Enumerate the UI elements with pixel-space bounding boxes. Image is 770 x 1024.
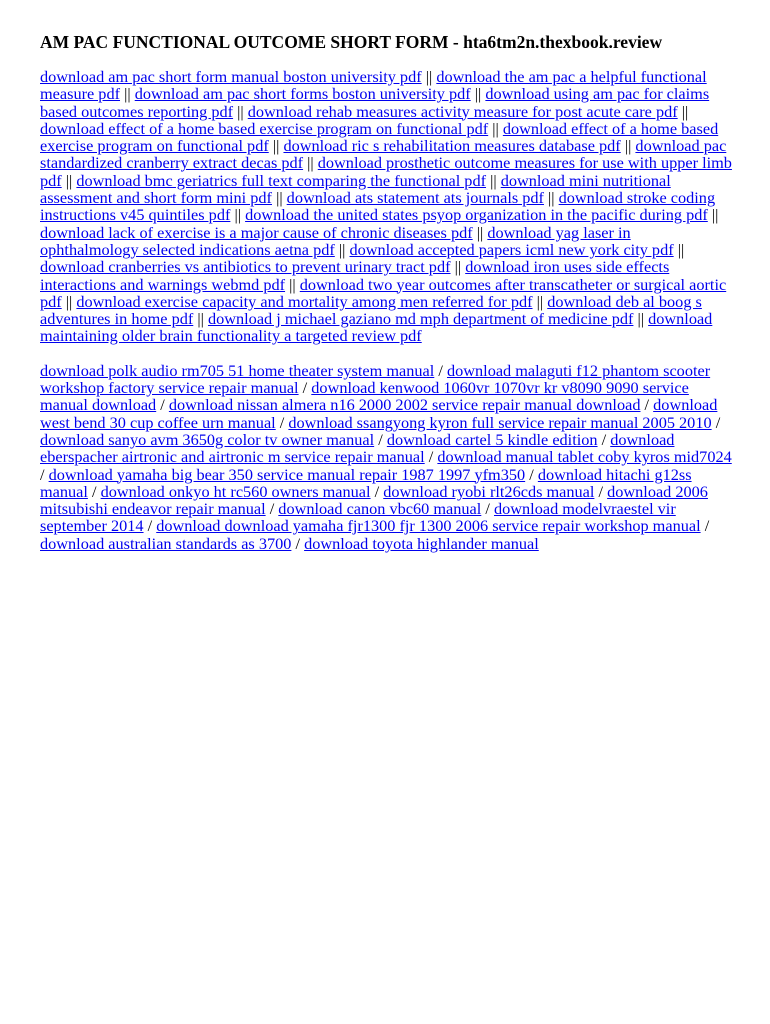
link-separator: /: [485, 499, 490, 519]
link-separator: ||: [492, 118, 499, 138]
download-link[interactable]: download am pac short form manual boston university pdf: [40, 67, 422, 86]
link-separator: ||: [624, 136, 632, 156]
download-link[interactable]: download kenwood 1060vr 1070vr kr v8090 9090 service manual download: [40, 378, 689, 415]
link-separator: ||: [338, 239, 346, 259]
link-separator: ||: [637, 309, 645, 329]
link-separator: /: [160, 395, 165, 415]
download-link[interactable]: download stroke coding instructions v45 quintiles pdf: [40, 188, 716, 225]
link-separator: ||: [548, 188, 555, 208]
download-link[interactable]: download toyota highlander manual: [304, 533, 539, 553]
download-link[interactable]: download pac standardized cranberry extract decas pdf: [40, 136, 727, 173]
link-separator: ||: [536, 291, 544, 311]
download-link[interactable]: download polk audio rm705 51 home theater system manual: [40, 360, 435, 380]
link-paragraph-manuals: [40, 362, 732, 552]
download-link[interactable]: download using am pac for claims based outcomes reporting pdf: [40, 84, 710, 121]
download-link[interactable]: download effect of a home based exercise program on functional pdf: [40, 118, 719, 156]
link-separator: ||: [237, 101, 244, 121]
page-title: AM PAC FUNCTIONAL OUTCOME SHORT FORM - hta6tm2n.thexbook.review: [40, 32, 663, 52]
link-separator: /: [378, 429, 383, 449]
link-separator: /: [295, 533, 301, 553]
link-separator: ||: [197, 309, 204, 329]
link-separator: ||: [476, 222, 484, 242]
download-link[interactable]: download ssangyong kyron full service repair manual 2005 2010: [288, 412, 712, 432]
download-link[interactable]: download j michael gaziano md mph department of medicine pdf: [207, 309, 634, 329]
download-link[interactable]: download prosthetic outcome measures for use with upper limb pdf: [40, 153, 732, 190]
link-separator: ||: [681, 101, 689, 121]
download-link[interactable]: download the united states psyop organization in the pacific during pdf: [245, 205, 708, 225]
link-separator: ||: [276, 188, 283, 208]
link-separator: /: [147, 516, 153, 536]
download-link[interactable]: download download yamaha fjr1300 fjr 1300 2006 service repair workshop manual: [156, 516, 701, 536]
download-link[interactable]: download cranberries vs antibiotics to prevent urinary tract pdf: [40, 257, 451, 277]
download-link[interactable]: download yamaha big bear 350 service manual repair 1987 1997 yfm350: [48, 464, 526, 484]
download-link[interactable]: download ats statement ats journals pdf: [286, 188, 544, 208]
link-separator: /: [704, 516, 710, 536]
download-link[interactable]: download yag laser in ophthalmology selected indications aetna pdf: [40, 222, 631, 259]
link-separator: /: [598, 481, 604, 501]
link-separator: /: [374, 481, 380, 501]
link-separator: /: [279, 412, 285, 432]
link-paragraph-pdf: [40, 68, 732, 345]
download-link[interactable]: download canon vbc60 manual: [278, 499, 482, 519]
download-link[interactable]: download onkyo ht rc560 owners manual: [100, 481, 371, 501]
link-separator: /: [529, 464, 534, 484]
link-separator: /: [269, 499, 275, 519]
link-separator: /: [40, 464, 45, 484]
download-link[interactable]: download two year outcomes after transcatheter or surgical aortic pdf: [40, 274, 727, 311]
download-link[interactable]: download rehab measures activity measure for post acute care pdf: [247, 101, 678, 121]
download-link[interactable]: download 2006 mitsubishi endeavor repair manual: [40, 481, 708, 519]
download-link[interactable]: download accepted papers icml new york city pdf: [349, 239, 674, 259]
download-link[interactable]: download eberspacher airtronic and airtronic m service repair manual: [40, 429, 675, 467]
download-link[interactable]: download iron uses side effects interactions and warnings webmd pdf: [40, 257, 670, 294]
download-link[interactable]: download modelvraestel vir september 2014: [40, 499, 676, 536]
download-link[interactable]: download sanyo avm 3650g color tv owner manual: [40, 429, 375, 449]
download-link[interactable]: download malaguti f12 phantom scooter workshop factory service repair manual: [40, 360, 711, 398]
link-separator: /: [438, 360, 443, 380]
link-separator: ||: [124, 84, 131, 104]
link-separator: /: [302, 378, 308, 398]
link-separator: ||: [454, 257, 462, 277]
link-separator: ||: [272, 136, 280, 156]
download-link[interactable]: download ryobi rlt26cds manual: [383, 481, 595, 501]
download-link[interactable]: download maintaining older brain functionality a targeted review pdf: [40, 309, 713, 346]
link-separator: /: [601, 429, 607, 449]
download-link[interactable]: download bmc geriatrics full text comparing the functional pdf: [76, 170, 487, 190]
download-link[interactable]: download deb al boog s adventures in home pdf: [40, 291, 702, 329]
link-separator: ||: [234, 205, 241, 225]
download-link[interactable]: download exercise capacity and mortality among men referred for pdf: [76, 291, 533, 311]
download-link[interactable]: download effect of a home based exercise program on functional pdf: [40, 118, 489, 138]
link-separator: /: [92, 481, 97, 501]
link-separator: ||: [474, 84, 482, 104]
download-link[interactable]: download mini nutritional assessment and short form mini pdf: [40, 170, 671, 208]
download-link[interactable]: download lack of exercise is a major cause of chronic diseases pdf: [40, 222, 473, 242]
link-separator: ||: [65, 291, 73, 311]
link-separator: ||: [307, 153, 314, 173]
link-separator: ||: [711, 205, 719, 225]
download-link[interactable]: download australian standards as 3700: [40, 533, 292, 553]
link-separator: /: [428, 447, 434, 467]
link-separator: ||: [677, 239, 685, 259]
download-link[interactable]: download ric s rehabilitation measures database pdf: [283, 136, 621, 156]
download-link[interactable]: download hitachi g12ss manual: [40, 464, 692, 501]
download-link[interactable]: download nissan almera n16 2000 2002 service repair manual download: [168, 395, 641, 415]
link-separator: ||: [289, 274, 296, 294]
link-separator: /: [715, 412, 721, 432]
download-link[interactable]: download am pac short forms boston university pdf: [134, 84, 471, 104]
download-link[interactable]: download the am pac a helpful functional measure pdf: [40, 67, 707, 104]
download-link[interactable]: download manual tablet coby kyros mid7024: [437, 447, 732, 467]
link-separator: /: [644, 395, 650, 415]
link-separator: ||: [425, 67, 433, 86]
link-separator: ||: [65, 170, 73, 190]
download-link[interactable]: download cartel 5 kindle edition: [386, 429, 598, 449]
link-separator: ||: [490, 170, 497, 190]
download-link[interactable]: download west bend 30 cup coffee urn manual: [40, 395, 718, 432]
